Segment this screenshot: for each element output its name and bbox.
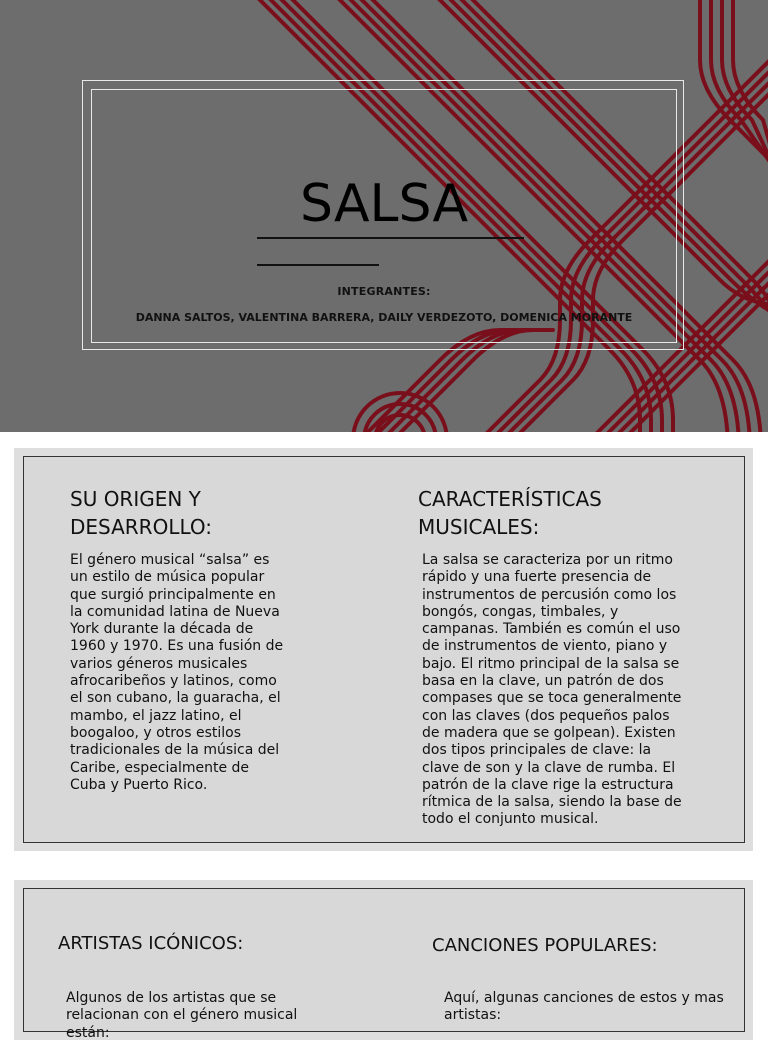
characteristics-heading: CARACTERÍSTICAS MUSICALES: <box>418 487 602 539</box>
origin-heading: SU ORIGEN Y DESARROLLO: <box>70 487 213 539</box>
songs-heading: CANCIONES POPULARES: <box>432 935 658 956</box>
artists-heading: ARTISTAS ICÓNICOS: <box>58 933 244 954</box>
title-slide <box>0 0 768 432</box>
artists-text: Algunos de los artistas que se relacionan con el género musical están: <box>66 990 298 1041</box>
origin-text: El género musical “salsa” es un estilo de música popular que surgió principalmente en la comunidad latina de Nueva York durante la década de 1960 y 1970. Es una fusión de varios géneros musicales afrocaribeños y latinos, como el son cubano, la guaracha, el mambo, el jazz latino, el boogaloo, y otros estilos tradicionales de la música del Caribe, especialmente de Cuba y Puerto Rico. <box>70 552 284 793</box>
slide-artists-songs <box>14 880 753 1040</box>
members-names: DANNA SALTOS, VALENTINA BARRERA, DAILY VERDEZOTO, DOMENICA MORANTE <box>135 311 633 324</box>
presentation-title: SALSA <box>299 174 469 234</box>
slide-frame <box>23 456 745 843</box>
characteristics-text: La salsa se caracteriza por un ritmo rápido y una fuerte presencia de instrumentos de percusión como los bongós, congas, timbales, y campanas. También es común el uso de instrumentos de viento, piano y bajo. El ritmo principal de la salsa se basa en la clave, un patrón de dos compases que se toca generalmente con las claves (dos pequeños palos de madera que se golpean). Existen dos tipos principales de clave: la clave de son y la clave de rumba. El patrón de la clave rige la estructura rítmica de la salsa, siendo la base de todo el conjunto musical. <box>422 552 682 828</box>
slide-frame <box>23 888 745 1041</box>
slide-origin-characteristics <box>14 448 753 851</box>
songs-text: Aquí, algunas canciones de estos y mas artistas: <box>444 990 724 1024</box>
title-underline <box>257 237 524 239</box>
members-label: INTEGRANTES: <box>337 285 431 298</box>
title-underline-short <box>257 264 379 266</box>
